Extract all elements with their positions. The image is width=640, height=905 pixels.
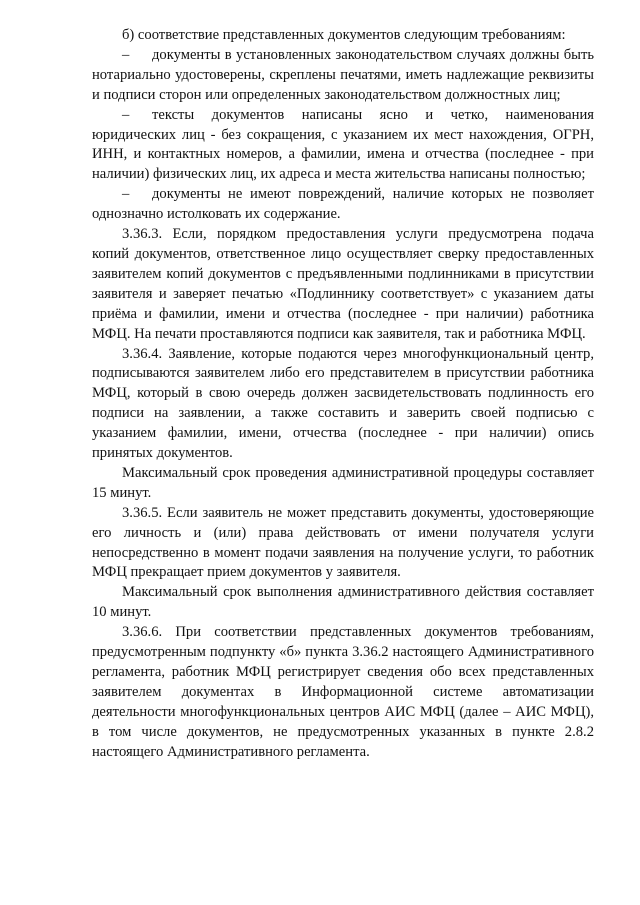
paragraph-3-36-6: 3.36.6. При соответствии представленных документов требованиям, предусмотренным подпункту «б» пункта 3.36.2 настоящего Административного регламента, работник МФЦ регистрирует сведения обо всех представленных заявителем документах в Информационной системе автоматизации деятельности многофункциональных центров АИС МФЦ (далее – АИС МФЦ), в том числе документов, не предусмотренных указанных в пункте 2.8.2 настоящего Административного регламента. (92, 624, 594, 760)
dash-marker: – (122, 106, 130, 123)
dash-marker: – (122, 186, 130, 203)
paragraph-max-time-15: Максимальный срок проведения административной процедуры составляет 15 минут. (92, 464, 594, 501)
list-item-notarized: – документы в установленных законодательством случаях должны быть нотариально удостоверены, скреплены печатями, иметь надлежащие реквизиты и подписи сторон или определенных законодательством должностных лиц; (92, 46, 594, 103)
dash-marker: – (122, 46, 130, 63)
paragraph-3-36-3: 3.36.3. Если, порядком предоставления услуги предусмотрена подача копий документов, ответственное лицо осуществляет сверку предоставленных заявителем копий документов с предъявленными подлинниками в присутствии заявителя и заверяет печатью «Подлиннику соответствует» с указанием даты приёма и фамилии, имени и отчества (последнее - при наличии) работника МФЦ. На печати проставляются подписи как заявителя, так и работника МФЦ. (92, 226, 594, 342)
document-body (92, 26, 594, 763)
paragraph-3-36-4: 3.36.4. Заявление, которые подаются через многофункциональный центр, подписываются заявителем либо его представителем в присутствии работника МФЦ, который в свою очередь должен засвидетельствовать подлинность его подписи на заявлении, а также составить и заверить своей подписью с указанием фамилии, имени, отчества (последнее - при наличии) опись принятых документов. (92, 345, 594, 462)
paragraph-max-time-10: Максимальный срок выполнения административного действия составляет 10 минут. (92, 584, 594, 621)
paragraph-requirements-intro: б) соответствие представленных документов следующим требованиям: (122, 27, 566, 43)
paragraph-3-36-5: 3.36.5. Если заявитель не может представить документы, удостоверяющие его личность и (или) права действовать от имени получателя услуги непосредственно в момент подачи заявления на получение услуги, то работник МФЦ прекращает прием документов у заявителя. (92, 504, 594, 581)
list-item-no-damage: – документы не имеют повреждений, наличие которых не позволяет однозначно истолковать их содержание. (92, 186, 594, 223)
list-item-legible-texts: – тексты документов написаны ясно и четко, наименования юридических лиц - без сокращения, с указанием их мест нахождения, ОГРН, ИНН, и контактных номеров, а фамилии, имена и отчества (последнее - при наличии) физических лиц, их адреса и места жительства написаны полностью; (92, 106, 594, 183)
